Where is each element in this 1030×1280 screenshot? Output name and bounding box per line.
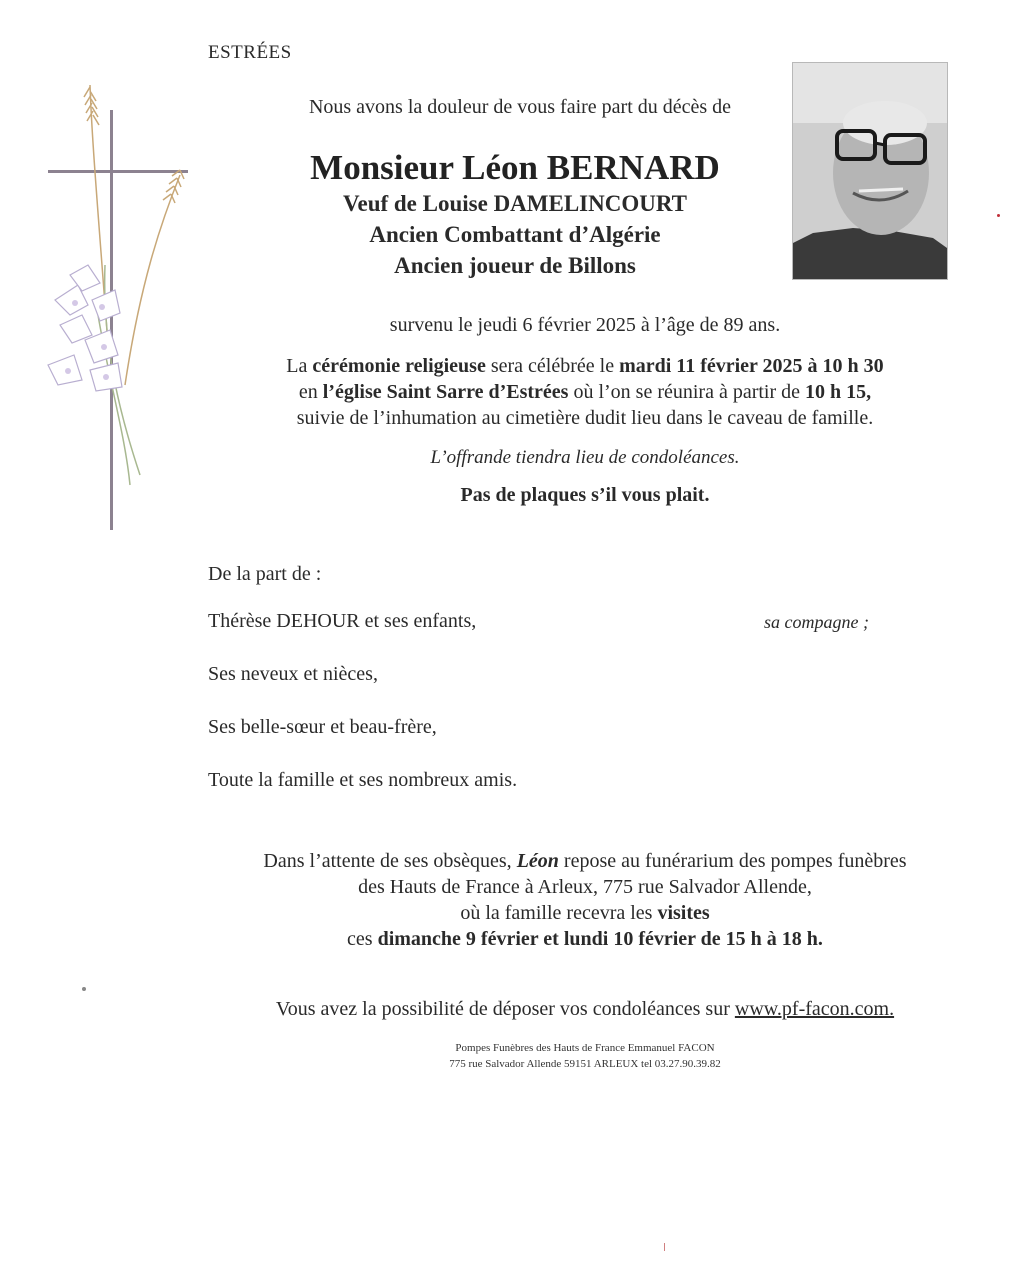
visit-line-4: ces dimanche 9 février et lundi 10 février de 15 h à 18 h. bbox=[347, 928, 823, 950]
ceremony-line-3: suivie de l’inhumation au cimetière dudit lieu dans le caveau de famille. bbox=[296, 407, 874, 429]
visit-line-1: Dans l’attente de ses obsèques, Léon repose au funérarium des pompes funèbres bbox=[263, 850, 907, 872]
plaques-note: Pas de plaques s’il vous plait. bbox=[460, 484, 710, 506]
death-info: survenu le jeudi 6 février 2025 à l’âge de 89 ans. bbox=[389, 314, 781, 336]
deceased-line-widower: Veuf de Louise DAMELINCOURT bbox=[342, 191, 687, 216]
funeral-home-footer bbox=[310, 1040, 860, 1072]
scan-speck bbox=[664, 1243, 665, 1251]
deceased-line-veteran: Ancien Combattant d’Algérie bbox=[369, 222, 661, 247]
deceased-name: Monsieur Léon BERNARD bbox=[310, 148, 720, 187]
offrande-note: L’offrande tiendra lieu de condoléances. bbox=[430, 447, 740, 468]
ceremony-block bbox=[110, 353, 1030, 431]
condolences-line: Vous avez la possibilité de déposer vos condoléances sur www.pf-facon.com. bbox=[275, 998, 895, 1020]
visit-line-2: des Hauts de France à Arleux, 775 rue Salvador Allende, bbox=[358, 876, 812, 898]
ceremony-line-2: en l’église Saint Sarre d’Estrées où l’on se réunira à partir de 10 h 15, bbox=[298, 381, 872, 403]
portrait-person-icon bbox=[793, 63, 947, 279]
visit-line-3: où la famille recevra les visites bbox=[460, 902, 710, 924]
family-line-inlaws: Ses belle-sœur et beau-frère, bbox=[208, 716, 437, 738]
family-line-nephews: Ses neveux et nièces, bbox=[208, 663, 378, 685]
deceased-line-player: Ancien joueur de Billons bbox=[394, 253, 636, 278]
deceased-block bbox=[230, 148, 800, 281]
family-line-friends: Toute la famille et ses nombreux amis. bbox=[208, 769, 518, 791]
portrait-photo bbox=[792, 62, 948, 280]
condolences-website-link[interactable]: www.pf-facon.com. bbox=[734, 998, 895, 1020]
town-header: ESTRÉES bbox=[208, 42, 292, 63]
intro-text: Nous avons la douleur de vous faire part du décès de bbox=[308, 96, 732, 118]
family-intro: De la part de : bbox=[208, 563, 322, 585]
family-line-partner-note: sa compagne ; bbox=[764, 612, 869, 632]
scan-speck bbox=[997, 214, 1000, 217]
footer-line-1: Pompes Funèbres des Hauts de France Emmanuel FACON bbox=[455, 1042, 715, 1054]
ceremony-line-1: La cérémonie religieuse sera célébrée le mardi 11 février 2025 à 10 h 30 bbox=[286, 355, 884, 377]
visit-block bbox=[110, 848, 1030, 952]
scan-speck bbox=[82, 987, 86, 991]
footer-line-2: 775 rue Salvador Allende 59151 ARLEUX tel 03.27.90.39.82 bbox=[449, 1058, 721, 1070]
family-line-partner: Thérèse DEHOUR et ses enfants, bbox=[208, 610, 477, 632]
